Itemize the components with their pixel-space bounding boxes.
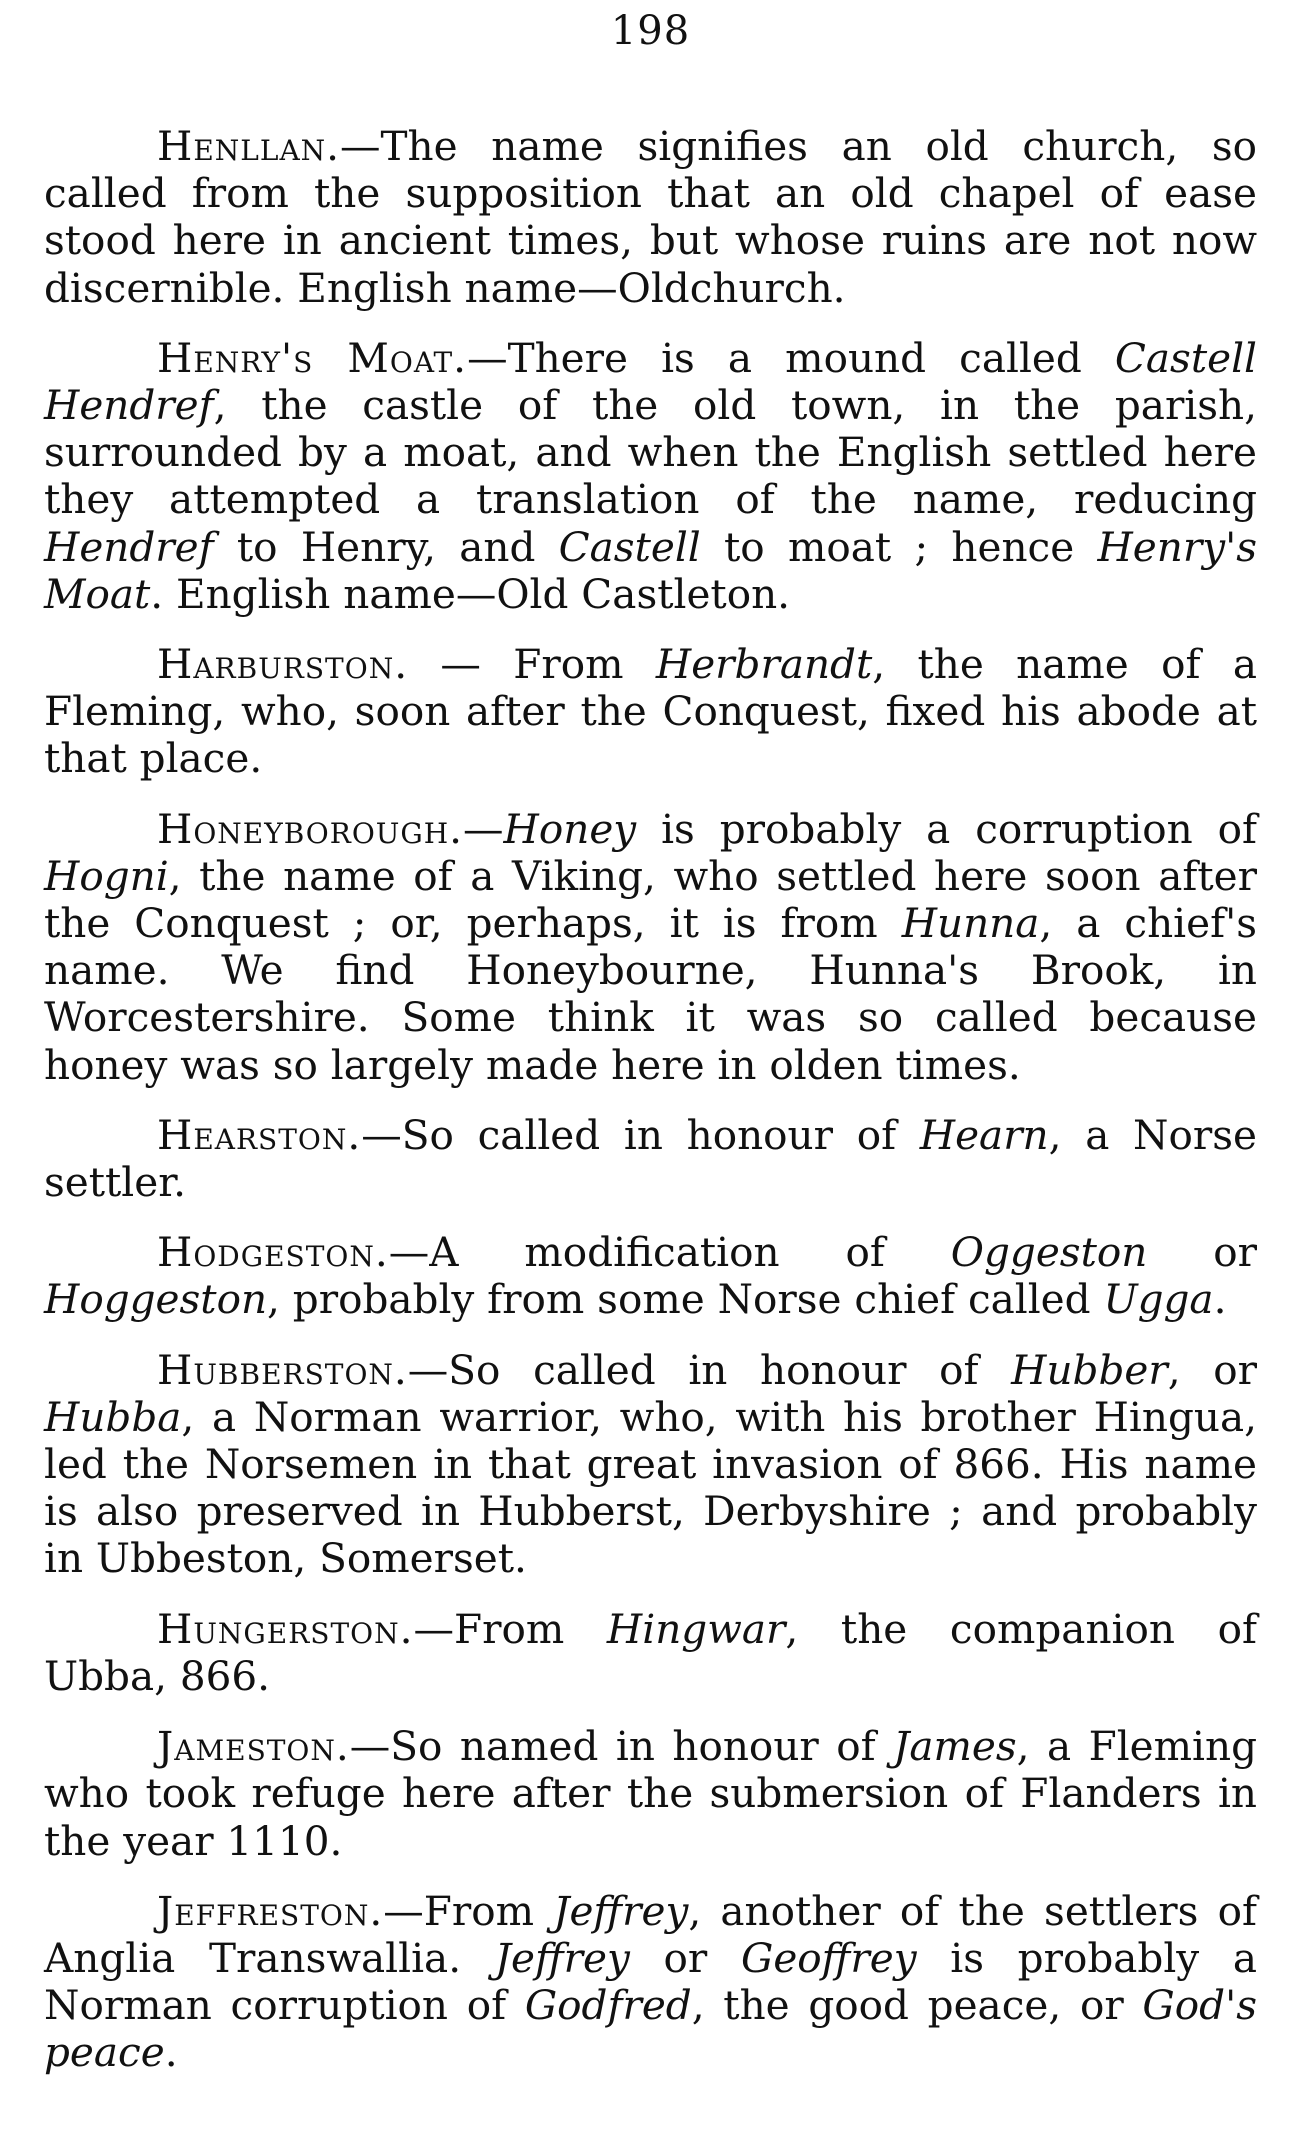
headword: Jeffreston.: [157, 1886, 384, 1935]
headword: Harburston.: [157, 640, 409, 689]
entry-hungerston: Hungerston.—From Hingwar, the companion of Ubba, 866.: [44, 1604, 1257, 1700]
entry-hearston: Hearston.—So called in honour of Hearn, a Norse settler.: [44, 1110, 1257, 1207]
headword: Hearston.: [157, 1110, 362, 1159]
headword: Hubberston.: [157, 1345, 408, 1394]
headword: Henllan.: [157, 122, 341, 170]
headword: Henry's Moat.: [157, 333, 468, 382]
headword: Hodgeston.: [157, 1228, 389, 1277]
page: [44, 0, 1257, 2100]
entry-harburston: Harburston. — From Herbrandt, the name of a Fleming, who, soon after the Conquest, fixed his abode at that place.: [44, 640, 1257, 783]
entry-henllan: Henllan.—The name signifies an old church, so called from the supposition that an old chapel of ease stood here in ancient times, but whose ruins are not now discernible. English name—Oldchurch.: [44, 122, 1257, 312]
headword: Hungerston.: [157, 1604, 414, 1653]
headword: Jameston.: [157, 1722, 350, 1771]
entry-honeyborough: Honeyborough.—Honey is probably a corruption of Hogni, the name of a Viking, who settled here soon after the Conquest ; or, perhaps, it is from Hunna, a chief's name. We find Honeybourne, Hunna's Brook, in Worcestershire. Some think it was so called because honey was so largely made here in olden times.: [44, 804, 1257, 1089]
headword: Honeyborough.: [157, 804, 464, 853]
entry-jameston: Jameston.—So named in honour of James, a Fleming who took refuge here after the submersion of Flanders in the year 1110.: [44, 1722, 1258, 1865]
entry-hodgeston: Hodgeston.—A modification of Oggeston or Hoggeston, probably from some Norse chief called Ugga.: [44, 1228, 1257, 1324]
page-number: 198: [610, 8, 691, 54]
entry-jeffreston: Jeffreston.—From Jeffrey, another of the settlers of Anglia Transwallia. Jeffrey or Geoffrey is probably a Norman corruption of Godfred, the good peace, or God's peace.: [44, 1886, 1258, 2077]
entry-hubberston: Hubberston.—So called in honour of Hubber, or Hubba, a Norman warrior, who, with his brother Hingua, led the Norsemen in that great invasion of 866. His name is also preserved in Hubberst, Derbyshire ; and probably in Ubbeston, Somerset.: [44, 1345, 1257, 1583]
entry-henrys-moat: Henry's Moat.—There is a mound called Castell Hendref, the castle of the old town, in the parish, surrounded by a moat, and when the English settled here they attempted a translation of the name, reducing Hendref to Henry, and Castell to moat ; hence Henry's Moat. English name—Old Castleton.: [44, 333, 1257, 618]
